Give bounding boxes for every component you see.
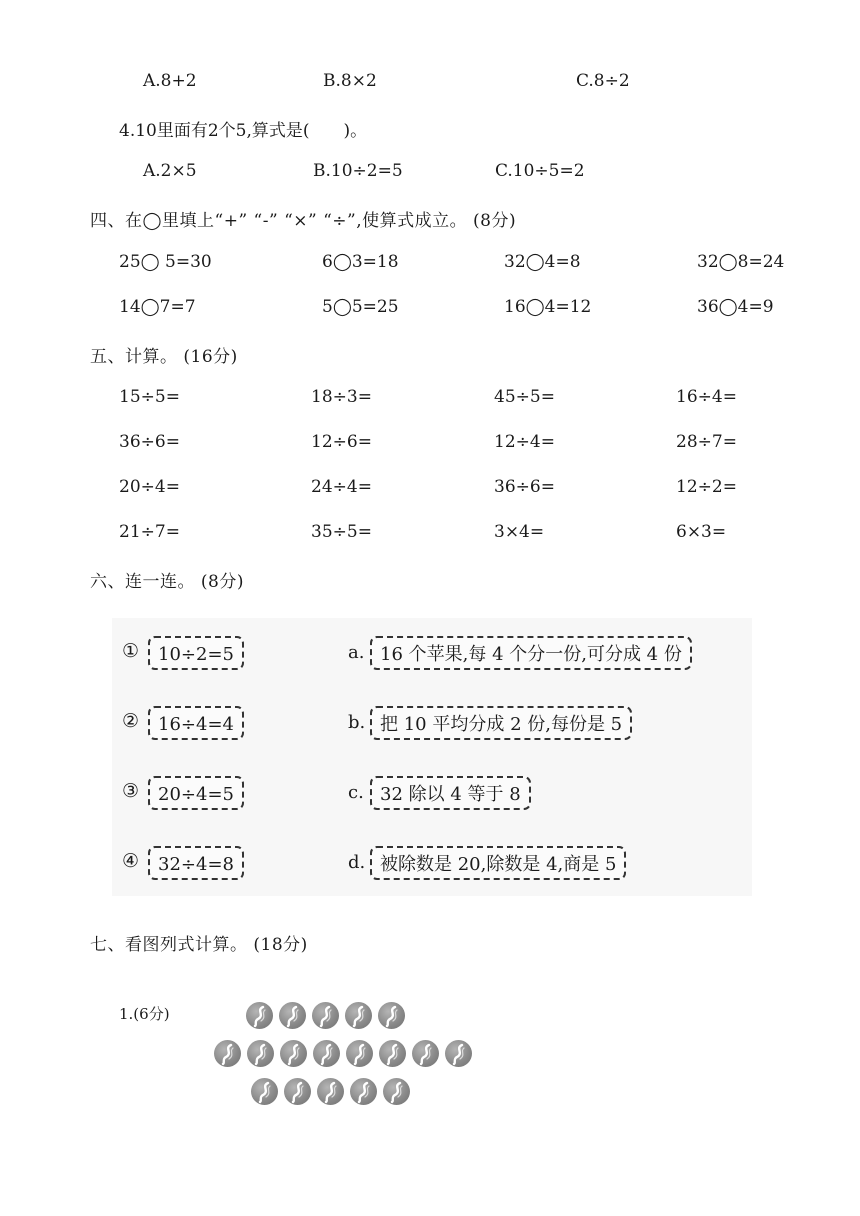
right-item-c-letter: c. — [348, 782, 364, 803]
right-item-b-box[interactable]: 把 10 平均分成 2 份,每份是 5 — [370, 706, 632, 740]
section4-r1-c2: 6◯3=18 — [322, 252, 399, 272]
section4-r1-c4: 32◯8=24 — [697, 252, 785, 272]
section4-heading: 四、在◯里填上“+” “-” “×” “÷”,使算式成立。 (8分) — [90, 211, 517, 231]
matching-panel — [112, 618, 752, 896]
section4-r2-c1: 14◯7=7 — [119, 297, 196, 317]
section5-r3-c3: 36÷6= — [494, 477, 555, 497]
right-item-a-letter: a. — [348, 642, 365, 663]
ball-icon — [214, 1040, 241, 1067]
right-item-d-letter: d. — [348, 852, 366, 873]
section5-r4-c2: 35÷5= — [311, 522, 372, 542]
section4-r1-c1: 25◯ 5=30 — [119, 252, 212, 272]
section5-r1-c1: 15÷5= — [119, 387, 180, 407]
ball-icon — [279, 1002, 306, 1029]
right-item-d-box[interactable]: 被除数是 20,除数是 4,商是 5 — [370, 846, 626, 880]
left-item-4-number: ④ — [122, 850, 140, 872]
right-item-b-letter: b. — [348, 712, 366, 733]
ball-icon — [246, 1002, 273, 1029]
left-item-2-box[interactable]: 16÷4=4 — [148, 706, 244, 740]
ball-icon — [345, 1002, 372, 1029]
section5-r3-c2: 24÷4= — [311, 477, 372, 497]
ball-icon — [412, 1040, 439, 1067]
ball-icon — [313, 1040, 340, 1067]
q3-item4-stem: 4.10里面有2个5,算式是( )。 — [119, 121, 368, 141]
ball-icon — [312, 1002, 339, 1029]
left-item-3-number: ③ — [122, 780, 140, 802]
ball-icon — [445, 1040, 472, 1067]
section7-heading: 七、看图列式计算。 (18分) — [90, 935, 308, 955]
section5-r2-c1: 36÷6= — [119, 432, 180, 452]
ball-icon — [317, 1078, 344, 1105]
ball-icon — [346, 1040, 373, 1067]
ball-icon — [247, 1040, 274, 1067]
section4-r2-c4: 36◯4=9 — [697, 297, 774, 317]
section4-r2-c3: 16◯4=12 — [504, 297, 592, 317]
section6-heading: 六、连一连。 (8分) — [90, 572, 244, 592]
section5-r4-c1: 21÷7= — [119, 522, 180, 542]
right-item-c-box[interactable]: 32 除以 4 等于 8 — [370, 776, 531, 810]
section5-r1-c4: 16÷4= — [676, 387, 737, 407]
ball-icon — [284, 1078, 311, 1105]
ball-icon — [251, 1078, 278, 1105]
section5-r2-c3: 12÷4= — [494, 432, 555, 452]
section5-r2-c4: 28÷7= — [676, 432, 737, 452]
left-item-1-number: ① — [122, 640, 140, 662]
section5-heading: 五、计算。 (16分) — [90, 347, 238, 367]
left-item-1-box[interactable]: 10÷2=5 — [148, 636, 244, 670]
ball-icon — [383, 1078, 410, 1105]
q3-option-b: B.8×2 — [323, 71, 377, 91]
ball-icon — [378, 1002, 405, 1029]
q3-option-c: C.8÷2 — [576, 71, 630, 91]
section5-r4-c3: 3×4= — [494, 522, 545, 542]
q3-item4-option-b: B.10÷2=5 — [313, 161, 403, 181]
q3-item4-option-c: C.10÷5=2 — [495, 161, 585, 181]
q3-option-a: A.8+2 — [143, 71, 197, 91]
ball-icon — [280, 1040, 307, 1067]
left-item-4-box[interactable]: 32÷4=8 — [148, 846, 244, 880]
q3-item4-option-a: A.2×5 — [143, 161, 197, 181]
section5-r1-c2: 18÷3= — [311, 387, 372, 407]
left-item-2-number: ② — [122, 710, 140, 732]
section5-r3-c4: 12÷2= — [676, 477, 737, 497]
ball-icon — [350, 1078, 377, 1105]
section5-r4-c4: 6×3= — [676, 522, 727, 542]
section5-r3-c1: 20÷4= — [119, 477, 180, 497]
section4-r1-c3: 32◯4=8 — [504, 252, 581, 272]
section7-item1-label: 1.(6分) — [119, 1005, 170, 1023]
left-item-3-box[interactable]: 20÷4=5 — [148, 776, 244, 810]
right-item-a-box[interactable]: 16 个苹果,每 4 个分一份,可分成 4 份 — [370, 636, 692, 670]
section5-r1-c3: 45÷5= — [494, 387, 555, 407]
section5-r2-c2: 12÷6= — [311, 432, 372, 452]
ball-icon — [379, 1040, 406, 1067]
section4-r2-c2: 5◯5=25 — [322, 297, 399, 317]
